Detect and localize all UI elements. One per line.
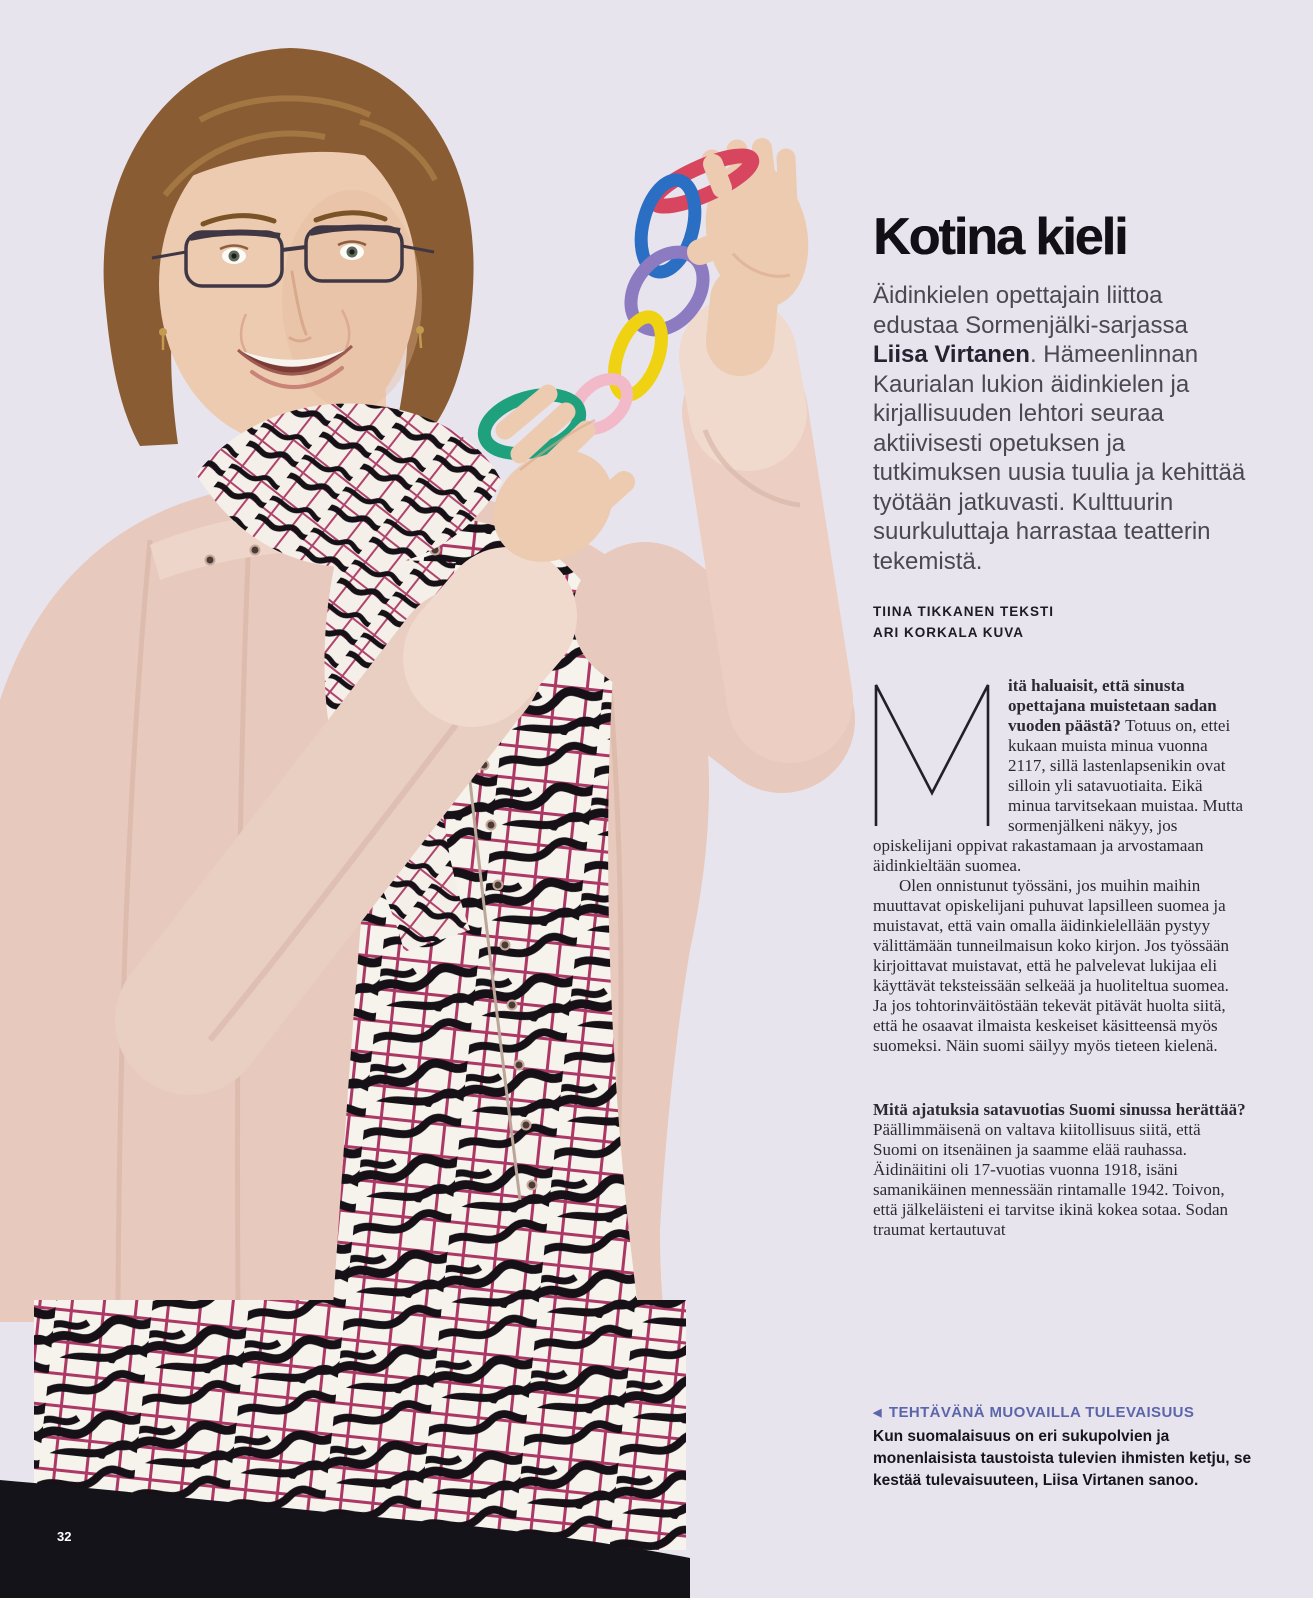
woman-illustration <box>0 48 821 1598</box>
lede-after: . Hämeenlinnan Kaurialan lukion äidinkielen ja kirjallisuuden lehtori seuraa aktiivisesti opetuksen ja tutkimuksen uusia tuulia ja kehittää työtään jatkuvasti. Kulttuurin suurkuluttaja harrastaa teatterin tekemistä. <box>873 341 1246 575</box>
paragraph-3: Päällimmäisenä on valtava kiitollisuus siitä, että Suomi on itsenäinen ja saamme elää rauhassa. Äidinäitini oli 17-vuotias vuonna 1918, isäni samanikäinen mennessään rintamalle 1942. Toivon, että jälkeläisteni ei tarvitse ikinä kokea sotaa. Sodan traumat kertautuvat <box>873 1120 1228 1239</box>
caption-kicker-text: TEHTÄVÄNÄ MUOVAILLA TULEVAISUUS <box>888 1404 1195 1421</box>
head <box>104 48 474 470</box>
article-column <box>873 0 1247 1240</box>
page-title: Kotina kieli <box>873 208 1127 266</box>
byline-photo-credit: ARI KORKALA KUVA <box>873 625 1024 640</box>
article-body <box>873 676 1247 1240</box>
question-1: itä haluaisit, että sinusta opettajana muistetaan sadan vuoden päästä? <box>1008 676 1217 735</box>
chain-link-yellow <box>605 311 671 402</box>
page-number: 32 <box>57 1529 72 1544</box>
dropcap-m <box>873 681 991 827</box>
earring-right <box>416 326 424 334</box>
photo-caption <box>873 1404 1265 1492</box>
paragraph-2: Olen onnistunut työssäni, jos muihin maihin muuttavat opiskelijani puhuvat lapsilleen suomea ja muistavat, että vain omalla äidinkielellään pystyy välittämään tunneilmaisun koko kirjon. Jos työssään kirjoittavat muistavat, että he palvelevat lukijaa eli käyttävät teksteissään selkeää ja huoliteltua suomea. Ja jos tohtorinväitöstään tekevät pitävät huolta siitä, että he osaavat ilmaista keskeiset käsitteensä myös suomeksi. Näin suomi säilyy myös tieteen kielenä. <box>873 876 1230 1055</box>
byline-text-credit: TIINA TIKKANEN TEKSTI <box>873 604 1054 619</box>
article-lede <box>873 281 1247 576</box>
byline <box>873 601 1247 643</box>
caption-arrow-icon: ◀ <box>873 1407 882 1419</box>
earring-left <box>159 328 167 336</box>
caption-kicker <box>873 1404 1265 1421</box>
question-2-subhead: Mitä ajatuksia satavuotias Suomi sinussa herättää? <box>873 1100 1246 1119</box>
lede-person-name: Liisa Virtanen <box>873 341 1030 368</box>
answer-1: Totuus on, ettei kukaan muista minua vuonna 2117, sillä lastenlapsenikin ovat silloin yli satavuotiaita. Eikä minua tarvitsekaan muistaa. Mutta sormenjälkeni näkyy, jos opiskelijani oppivat rakastamaan ja arvostamaan äidinkieltään suomea. <box>873 716 1244 875</box>
caption-body: Kun suomalaisuus on eri sukupolvien ja monenlaisista taustoista tulevien ihmisten ketju, se kestää tulevaisuuteen, Liisa Virtanen sanoo. <box>873 1428 1252 1489</box>
lede-before: Äidinkielen opettajain liittoa edustaa Sormenjälki-sarjassa <box>873 282 1188 339</box>
